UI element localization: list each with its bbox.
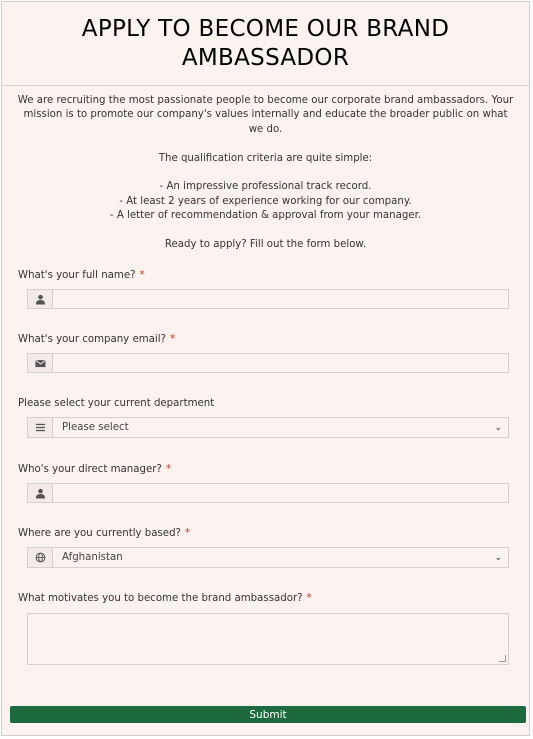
email-input[interactable]: [53, 354, 508, 372]
chevron-down-icon: ⌄: [494, 552, 502, 563]
required-marker: *: [139, 270, 145, 281]
motivation-label: [18, 593, 312, 604]
department-label: [18, 398, 214, 409]
chevron-down-icon: ⌄: [494, 422, 502, 433]
motivation-textarea[interactable]: [27, 613, 509, 665]
required-marker: *: [306, 593, 312, 604]
location-field: [27, 547, 509, 568]
list-icon: [28, 418, 53, 437]
form-title: APPLY TO BECOME OUR BRAND AMBASSADOR: [81, 15, 450, 71]
motivation-label-text: What motivates you to become the brand ambassador?: [18, 593, 303, 604]
department-label-text: Please select your current department: [18, 398, 215, 409]
resize-handle-icon[interactable]: [499, 655, 506, 662]
submit-button[interactable]: Submit: [10, 706, 526, 723]
department-field: [27, 417, 509, 438]
manager-label: [18, 464, 171, 475]
user-icon: [28, 484, 53, 502]
location-select[interactable]: [53, 548, 508, 567]
location-selected-value: Afghanistan: [62, 552, 123, 563]
email-label: [18, 334, 175, 345]
criteria-item: - A letter of recommendation & approval from your manager.: [109, 210, 422, 222]
email-field: [27, 353, 509, 373]
user-icon: [28, 290, 53, 308]
full-name-label: [18, 270, 145, 281]
manager-field: [27, 483, 509, 503]
form-container: [1, 1, 530, 736]
intro-cta: Ready to apply? Fill out the form below.: [164, 239, 367, 251]
required-marker: *: [165, 464, 171, 475]
required-marker: *: [169, 334, 176, 345]
criteria-heading: The qualification criteria are quite simple:: [158, 152, 373, 164]
envelope-icon: [28, 354, 53, 372]
intro-paragraph: We are recruiting the most passionate people to become our corporate brand ambassadors. Your mission is to promote our company's values internally and educate the broader public on what we do.: [17, 95, 514, 135]
location-label: [18, 528, 190, 539]
criteria-item: - An impressive professional track record.: [159, 181, 372, 193]
form-intro: [2, 86, 529, 252]
form-header: [2, 2, 529, 86]
manager-input[interactable]: [53, 484, 508, 502]
required-marker: *: [184, 528, 191, 539]
globe-icon: [28, 548, 53, 567]
department-select[interactable]: [53, 418, 508, 437]
manager-label-text: Who's your direct manager?: [18, 464, 162, 475]
full-name-field: [27, 289, 509, 309]
department-selected-value: Please select: [62, 422, 129, 433]
full-name-input[interactable]: [53, 290, 508, 308]
email-label-text: What's your company email?: [18, 334, 166, 345]
criteria-item: - At least 2 years of experience working for our company.: [119, 195, 412, 207]
location-label-text: Where are you currently based?: [18, 528, 181, 539]
full-name-label-text: What's your full name?: [18, 270, 136, 281]
